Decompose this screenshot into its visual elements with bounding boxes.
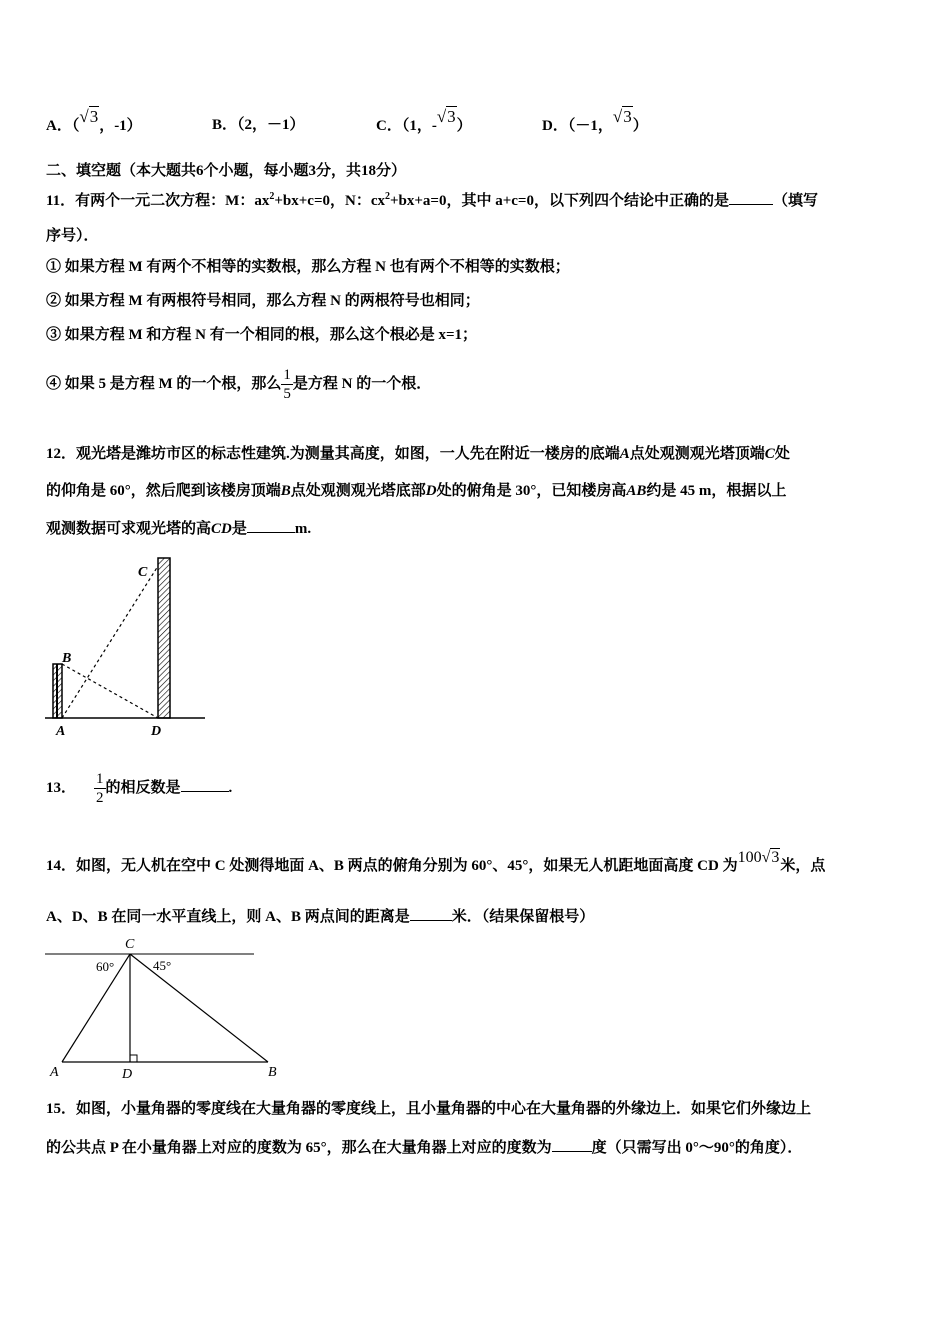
answer-blank[interactable]	[181, 777, 229, 792]
option-b: B．（2，－1）	[212, 117, 305, 133]
q12-text: 约是 45 m，根据以上	[646, 483, 787, 499]
q14-text: 米．（结果保留根号）	[451, 909, 595, 925]
answer-blank[interactable]	[552, 1137, 592, 1152]
q14-text: 米，点	[780, 858, 826, 874]
q15-text: 的公共点 P 在小量角器上对应的度数为 65°，那么在大量角器上对应的度数为	[46, 1140, 552, 1156]
sqrt-expression: √3	[79, 107, 99, 126]
right-angle-mark	[130, 1055, 137, 1062]
option-c	[376, 107, 472, 136]
q12-line2	[46, 481, 786, 501]
q13-text: 的相反数是	[105, 779, 181, 796]
label-b: B	[268, 1065, 277, 1080]
label-c: C	[138, 565, 148, 580]
label-d: D	[151, 724, 162, 739]
q11-item3: ③ 如果方程 M 和方程 N 有一个相同的根，那么这个根必是 x=1；	[46, 327, 478, 343]
sightline-bd	[62, 664, 158, 718]
tower-figure	[40, 552, 215, 742]
option-a-rest: ，-1）	[99, 118, 142, 134]
q12-text: 处的俯角是 30°，已知楼房高	[436, 483, 627, 499]
section-heading: 二、填空题（本大题共6个小题，每小题3分，共18分）	[46, 163, 407, 179]
var-ab: AB	[626, 483, 647, 499]
q11-item1: ① 如果方程 M 有两个不相等的实数根，那么方程 N 也有两个不相等的实数根；	[46, 259, 570, 275]
q11-item2: ② 如果方程 M 有两根符号相同，那么方程 N 的两根符号也相同；	[46, 293, 480, 309]
q13-text: .	[228, 779, 233, 796]
q12-text: 是	[231, 521, 247, 537]
q11-text: +bx+a=0，其中 a+c=0，以下列四个结论中正确的是	[389, 193, 729, 209]
option-a	[46, 107, 142, 136]
answer-blank[interactable]	[729, 190, 773, 205]
q11-item4	[46, 366, 431, 403]
option-c-label: C．（1，-	[376, 118, 437, 134]
var-c: C	[764, 446, 775, 462]
label-b: B	[62, 651, 72, 666]
q12-text: 观测数据可求观光塔的高	[46, 521, 212, 537]
q12-text: 点处观测观光塔顶端	[629, 446, 765, 462]
sqrt-expression: 100√3	[737, 849, 780, 866]
q15-line1: 15．如图，小量角器的零度线在大量角器的零度线上，且小量角器的中心在大量角器的外缘边上．如果它们外缘边上	[46, 1101, 812, 1117]
option-d-rest: ）	[632, 118, 648, 134]
q12-line1	[46, 444, 790, 464]
var-b: B	[280, 483, 291, 499]
q13-line	[46, 770, 232, 807]
q13-label: 13．	[46, 779, 77, 796]
q11-text: 11．有两个一元二次方程：M：ax	[46, 193, 270, 209]
q12-text: 点处观测观光塔底部	[290, 483, 426, 499]
label-d: D	[122, 1067, 133, 1082]
var-d: D	[425, 483, 437, 499]
drone-figure	[40, 934, 290, 1082]
q12-line3	[46, 518, 311, 539]
option-d	[542, 107, 648, 136]
superscript: 2	[384, 191, 390, 202]
fraction: $\frac{1}{2}$	[96, 771, 104, 806]
q11-text: ④ 如果 5 是方程 M 的一个根，那么	[46, 375, 282, 392]
sqrt-expression: √3	[612, 107, 632, 126]
q11-text: 是方程 N 的一个根．	[292, 375, 432, 392]
line-cb	[130, 954, 268, 1062]
answer-blank[interactable]	[247, 518, 295, 533]
q15-text: 度（只需写出 0°～90°的角度）．	[591, 1140, 803, 1156]
q12-text: 12．观光塔是潍坊市区的标志性建筑.为测量其高度，如图，一人先在附近一楼房的底端	[46, 446, 620, 462]
q14-line2	[46, 906, 594, 927]
var-cd: CD	[211, 521, 232, 537]
option-c-rest: ）	[456, 118, 472, 134]
option-d-label: D．（－1，	[542, 118, 613, 134]
q11-text: +bx+c=0，N：cx	[274, 193, 385, 209]
q11-line1	[46, 187, 818, 211]
angle-45: 45°	[153, 958, 172, 973]
superscript: 2	[269, 191, 275, 202]
option-a-label: A．（	[46, 118, 80, 134]
q11-text: （填写	[772, 193, 818, 209]
q12-text: 的仰角是 60°，然后爬到该楼房顶端	[46, 483, 281, 499]
angle-60: 60°	[96, 959, 115, 974]
q14-text: A、D、B 在同一水平直线上，则 A、B 两点间的距离是	[46, 909, 410, 925]
q15-line2	[46, 1137, 802, 1158]
tower-cd	[158, 558, 170, 718]
label-a: A	[50, 1065, 59, 1080]
label-a: A	[56, 724, 66, 739]
answer-blank[interactable]	[410, 906, 452, 921]
label-c: C	[125, 937, 135, 952]
fraction: $\frac{1}{5}$	[283, 367, 291, 402]
var-a: A	[619, 446, 630, 462]
q12-text: 处	[774, 446, 790, 462]
q14-line1	[46, 849, 826, 876]
sqrt-expression: √3	[436, 107, 456, 126]
q12-text: m.	[294, 521, 312, 537]
coefficient: 100	[737, 849, 762, 866]
q14-text: 14．如图，无人机在空中 C 处测得地面 A、B 两点的俯角分别为 60°、45°，如果无人机距地面高度 CD 为	[46, 858, 738, 874]
q11-line2: 序号）．	[46, 228, 99, 244]
sightline-ac	[62, 566, 158, 718]
